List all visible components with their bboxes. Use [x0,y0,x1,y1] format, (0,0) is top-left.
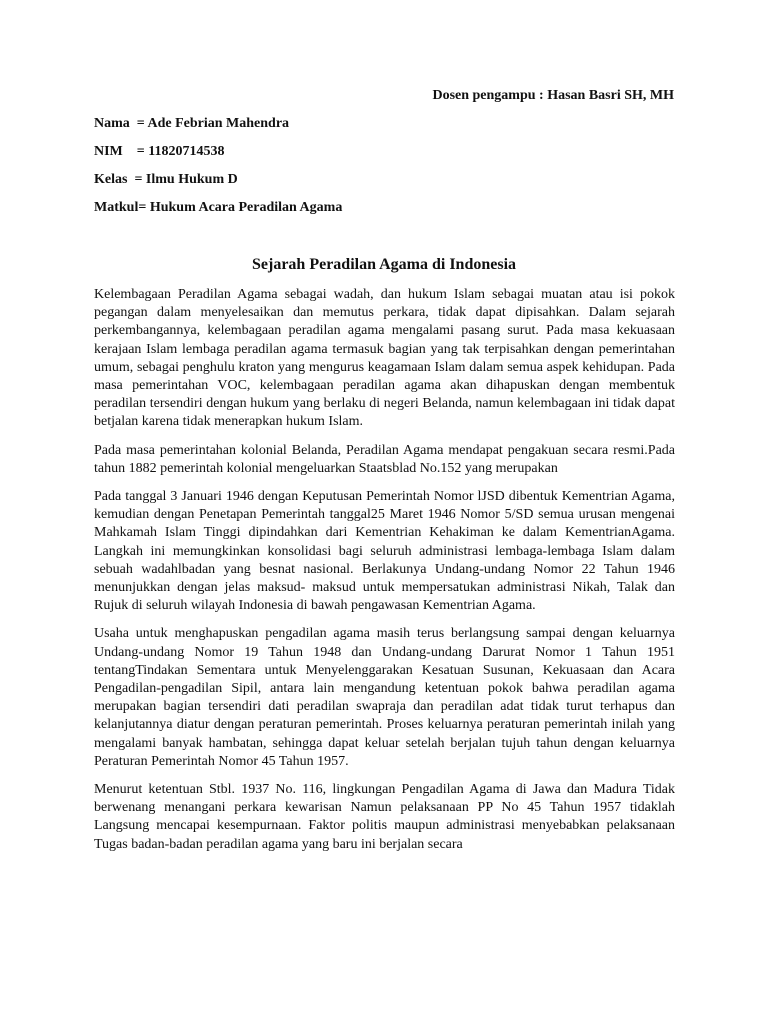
document-body [94,286,675,854]
paragraph-kewarisan: Menurut ketentuan Stbl. 1937 No. 116, lingkungan Pengadilan Agama di Jawa dan Madura Tidak berwenang menangani perkara kewarisan Namun pelaksanaan PP No 45 Tahun 1957 tidaklah Langsung mencapai kesempurnaan. Faktor politis maupun administrasi menyebabkan pelaksanaan Tugas badan-badan peradilan agama yang baru ini berjalan secara [94,782,675,852]
paragraph-kolonial: Pada masa pemerintahan kolonial Belanda, Peradilan Agama mendapat pengakuan secara resmi.Pada tahun 1882 pemerintah kolonial mengeluarkan Staatsblad No.152 yang merupakan [94,442,675,476]
document-title: Sejarah Peradilan Agama di Indonesia [251,256,517,273]
student-identity-block [94,116,342,228]
paragraph-penghapusan: Usaha untuk menghapuskan pengadilan agama masih terus berlangsung sampai dengan keluarnya Undang-undang Nomor 19 Tahun 1948 dan Undang-undang Darurat Nomor 1 Tahun 1951 tentangTindakan Sementara untuk Menyelenggarakan Kesatuan Susunan, Kekuasaan dan Acara Pengadilan-pengadilan Sipil, antara lain mengandung ketentuan pokok bahwa peradilan agama merupakan bagian tersendiri dati peradilan swapraja dan peradilan adat tidak turut terhapus dan kelanjutannya diatur dengan peraturan pemerintah. Proses keluarnya peraturan pemerintah inilah yang mengalami banyak hambatan, sehingga dapat keluar setelah berjalan tujuh tahun dengan keluarnya Peraturan Pemerintah Nomor 45 Tahun 1957. [94,626,675,769]
paragraph-kementrian-agama: Pada tanggal 3 Januari 1946 dengan Keputusan Pemerintah Nomor lJSD dibentuk Kementrian Agama, kemudian dengan Penetapan Pemerintah tanggal25 Maret 1946 Nomor 5/SD semua urusan mengenai Mahkamah Islam Tinggi dipindahkan dari Kementrian Kehakiman ke dalam KementrianAgama. Langkah ini memungkinkan konsolidasi bagi seluruh administrasi lembaga-lembaga Islam dalam sebuah wadahlbadan yang besnat nasional. Berlakunya Undang-undang Nomor 22 Tahun 1946 menunjukkan dengan jelas maksud- maksud untuk mempersatukan administrasi Nikah, Talak dan Rujuk di seluruh wilayah Indonesia di bawah pengawasan Kementrian Agama. [94,489,675,614]
student-nim: NIM = 11820714538 [94,144,225,159]
course-name: Matkul= Hukum Acara Peradilan Agama [94,200,343,215]
student-class: Kelas = Ilmu Hukum D [94,172,238,187]
student-name: Nama = Ade Febrian Mahendra [94,116,290,131]
paragraph-kelembagaan: Kelembagaan Peradilan Agama sebagai wadah, dan hukum Islam sebagai muatan atau isi pokok pegangan dalam menyelesaikan dan memutus perkara, tidak dapat dipisahkan. Dalam sejarah perkembangannya, kelembagaan peradilan agama mengalami pasang surut. Pada masa kekuasaan kerajaan Islam lembaga peradilan agama termasuk bagian yang tak terpisahkan dengan pemerintahan umum, sebagai penghulu kraton yang mengurus keagamaan Islam dalam semua aspek kehidupan. Pada masa pemerintahan VOC, kelembagaan peradilan agama akan dihapuskan dengan membentuk peradilan tersendiri dengan hukum yang berlaku di negeri Belanda, namun kelembagaan ini tidak dapat betjalan karena tidak menerapkan hukum Islam. [94,287,675,430]
lecturer-line: Dosen pengampu : Hasan Basri SH, MH [432,88,674,103]
